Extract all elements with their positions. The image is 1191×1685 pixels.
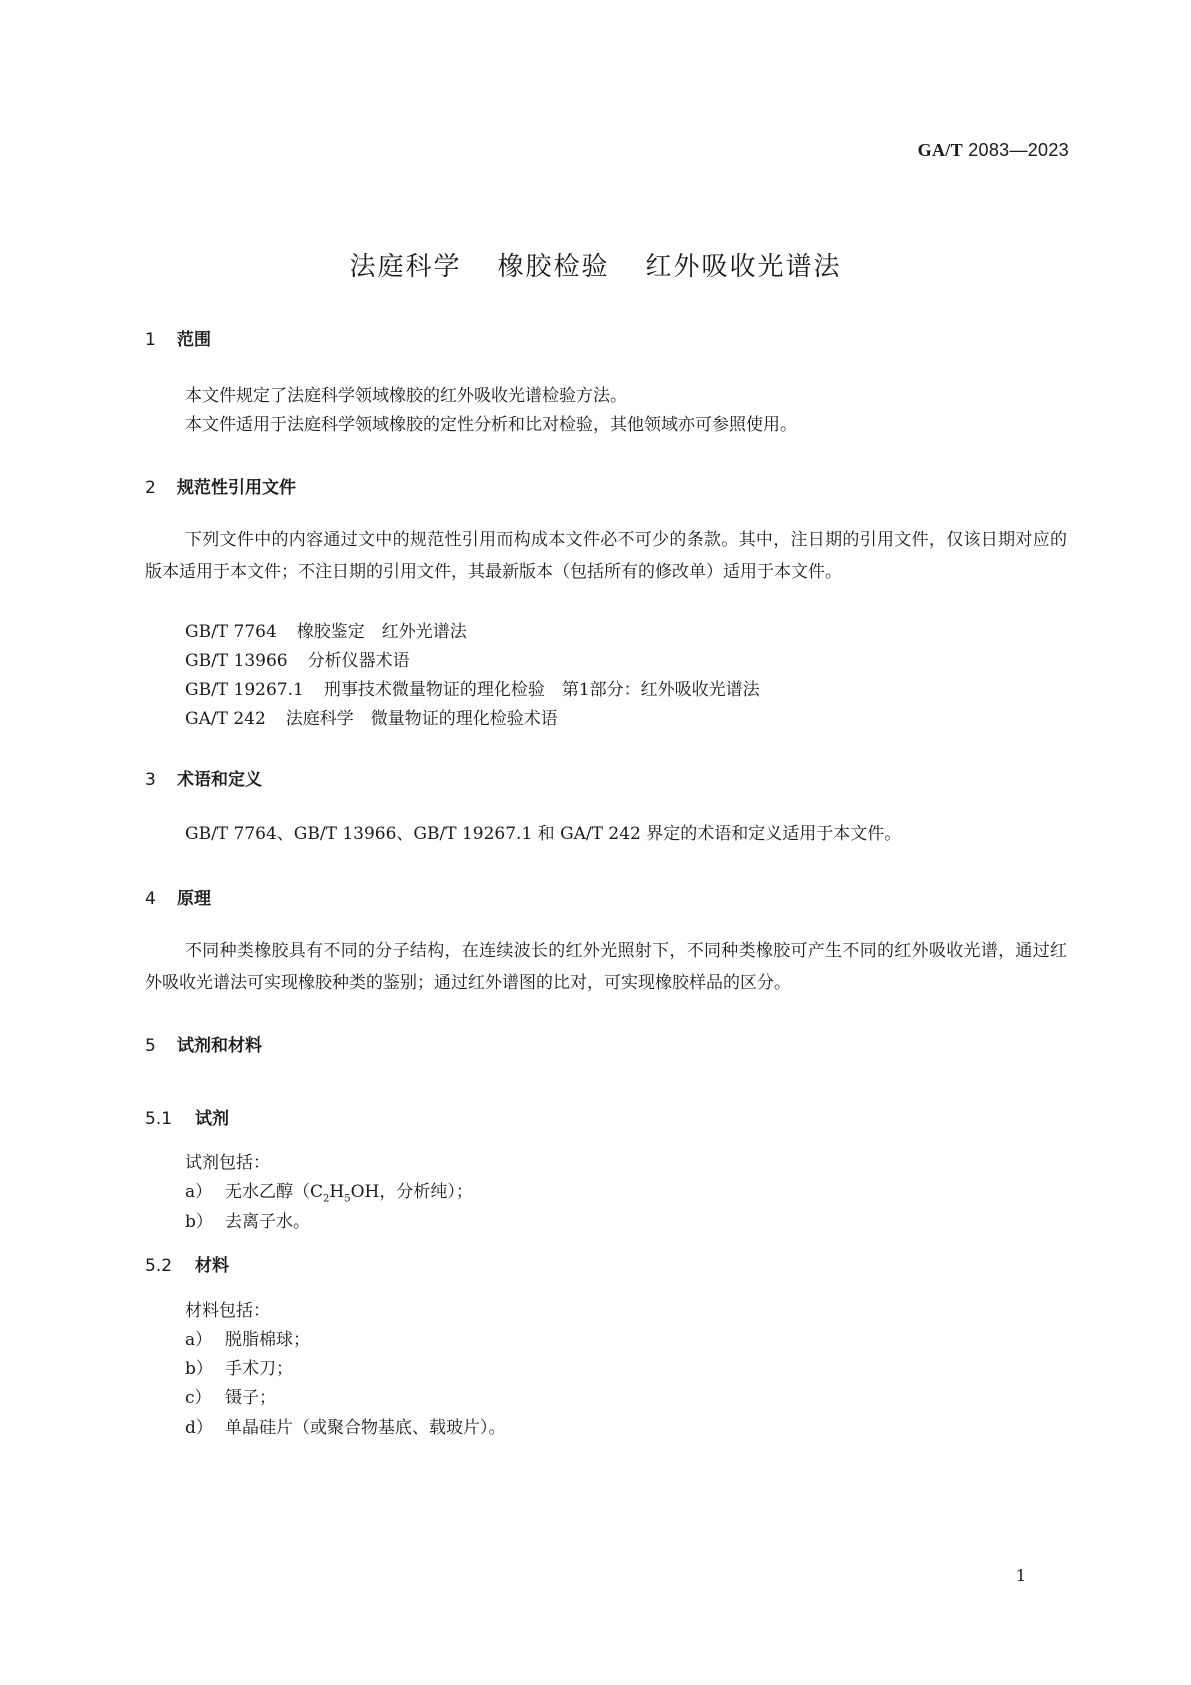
list-item <box>185 1354 293 1379</box>
section-number: 5.2 <box>145 1256 173 1276</box>
standard-number: 2083—2023 <box>968 140 1069 160</box>
reference-name: 刑事技术微量物证的理化检验 第1部分：红外吸收光谱法 <box>323 680 760 700</box>
list-marker: b） <box>185 1212 213 1232</box>
subsection-heading-5-2 <box>145 1251 229 1276</box>
list-item <box>185 1325 310 1350</box>
paragraph: GB/T 7764、GB/T 13966、GB/T 19267.1 和 GA/T 242 界定的术语和定义适用于本文件。 <box>185 824 902 844</box>
section-heading-4 <box>145 884 211 909</box>
list-item <box>185 1383 276 1408</box>
reference-name: 橡胶鉴定 红外光谱法 <box>296 622 467 642</box>
reference-code: GB/T 7764 <box>185 622 277 642</box>
section-title: 试剂 <box>195 1109 229 1129</box>
paragraph: 不同种类橡胶具有不同的分子结构，在连续波长的红外光照射下，不同种类橡胶可产生不同的红外吸收光谱，通过红外吸收光谱法可实现橡胶种类的鉴别；通过红外谱图的比对，可实现橡胶样品的区分。 <box>145 941 1067 993</box>
list-text: 去离子水。 <box>225 1212 310 1232</box>
subsection-heading-5-1 <box>145 1104 229 1129</box>
section-heading-1 <box>145 325 211 350</box>
section-heading-5 <box>145 1031 262 1056</box>
list-item <box>185 1207 310 1232</box>
list-text: 无水乙醇（$C_2H_5OH$，分析纯）； <box>225 1182 473 1205</box>
page-number: 1 <box>1015 1566 1026 1585</box>
reference-code: GB/T 13966 <box>185 651 288 671</box>
reference-code: GB/T 19267.1 <box>185 680 304 700</box>
paragraph: 本文件适用于法庭科学领域橡胶的定性分析和比对检验，其他领域亦可参照使用。 <box>185 415 797 435</box>
title-part-2: 橡胶检验 <box>497 252 610 282</box>
list-marker: a） <box>185 1182 213 1202</box>
list-marker: a） <box>185 1330 213 1350</box>
list-item <box>185 1413 506 1438</box>
reference-name: 法庭科学 微量物证的理化检验术语 <box>285 709 558 729</box>
section-title: 规范性引用文件 <box>177 478 296 498</box>
list-intro: 试剂包括： <box>185 1153 270 1173</box>
list-marker: d） <box>185 1418 213 1438</box>
list-text: 镊子； <box>225 1388 276 1408</box>
list-marker: b） <box>185 1359 213 1379</box>
title-part-1: 法庭科学 <box>349 252 462 282</box>
section-number: 3 <box>145 770 156 790</box>
section-number: 5 <box>145 1036 156 1056</box>
standard-prefix: GA/T <box>917 140 963 160</box>
section-heading-3 <box>145 765 262 790</box>
list-marker: c） <box>185 1388 212 1408</box>
reference-code: GA/T 242 <box>185 709 266 729</box>
reference-item <box>185 622 467 642</box>
list-text: 手术刀； <box>225 1359 293 1379</box>
reference-item <box>185 709 558 729</box>
paragraph: 下列文件中的内容通过文中的规范性引用而构成本文件必不可少的条款。其中，注日期的引用文件，仅该日期对应的版本适用于本文件；不注日期的引用文件，其最新版本（包括所有的修改单）适用于本文件。 <box>145 530 1067 582</box>
section-number: 5.1 <box>145 1109 173 1129</box>
reference-item <box>185 680 760 700</box>
section-title: 范围 <box>177 330 211 350</box>
title-part-3: 红外吸收光谱法 <box>645 252 842 282</box>
section-number: 2 <box>145 478 156 498</box>
section-number: 1 <box>145 330 156 350</box>
section-title: 术语和定义 <box>177 770 262 790</box>
section-title: 原理 <box>177 889 211 909</box>
list-text: 单晶硅片（或聚合物基底、载玻片）。 <box>225 1418 506 1438</box>
reference-item <box>185 651 410 671</box>
section-title: 试剂和材料 <box>177 1036 262 1056</box>
list-text: 脱脂棉球； <box>225 1330 310 1350</box>
document-code <box>918 140 1069 161</box>
list-item <box>185 1177 473 1204</box>
section-number: 4 <box>145 889 156 909</box>
reference-name: 分析仪器术语 <box>307 651 410 671</box>
list-intro: 材料包括： <box>185 1301 270 1321</box>
document-title <box>0 246 1191 283</box>
section-heading-2 <box>145 473 296 498</box>
section-title: 材料 <box>195 1256 229 1276</box>
paragraph: 本文件规定了法庭科学领域橡胶的红外吸收光谱检验方法。 <box>185 386 627 406</box>
